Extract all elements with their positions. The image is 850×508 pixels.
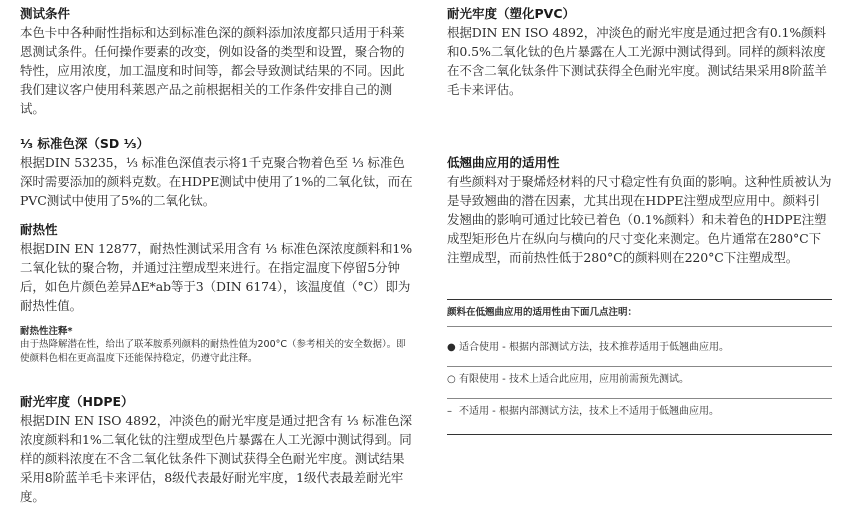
dash-icon: – <box>447 406 452 417</box>
low-warpage-section <box>447 155 832 267</box>
lightfastness-pvc-body: 根据DIN EN ISO 4892，冲淡色的耐光牢度是通过把含有0.1%颜料和0.5%二氧化钛的色片暴露在人工光源中测试得到。同样的颜料浓度在不含二氧化钛条件下测试获得全色耐光牢度。测试结果采用8阶蓝羊毛卡来评估。 <box>447 25 827 97</box>
low-warpage-body: 有些颜料对于聚烯烃材料的尺寸稳定性有负面的影响。这种性质被认为是导致翘曲的潜在因素，尤其出现在HDPE注塑成型应用中。颜料引发翘曲的影响可通过比较已着色（0.1%颜料）和未着色的HDPE注塑成型矩形色片在纵向与横向的尺寸变化来测定。色片通常在280°C下注塑成型，而前热性低于280°C的颜料则在220°C下注塑成型。 <box>447 174 832 265</box>
test-conditions-body: 本色卡中各种耐性指标和达到标准色深的颜料添加浓度都只适用于科莱恩测试条件。任何操作要素的改变，例如设备的类型和设置，聚合物的特性，应用浓度，加工温度和时间等，都会导致测试结果的不同。因此我们建议客户使用科莱恩产品之前根据相关的工作条件安排自己的测试。 <box>20 25 405 116</box>
legend-bottom-rule <box>447 434 832 435</box>
legend-top-rule <box>447 299 832 300</box>
standard-depth-body: 根据DIN 53235，¹⁄₃ 标准色深值表示将1千克聚合物着色至 ¹⁄₃ 标准色深时需要添加的颜料克数。在HDPE测试中使用了1%的二氧化钛，而在PVC测试中使用了5%的二氧化钛。 <box>20 155 413 208</box>
lightfastness-pvc-section <box>447 6 832 99</box>
legend-item-unsuitable <box>447 405 832 419</box>
legend-item-suitable <box>447 341 832 355</box>
lightfastness-hdpe-heading: 耐光牢度（HDPE） <box>20 394 134 409</box>
heat-resistance-note-heading: 耐热性注释* <box>20 326 73 337</box>
legend-item-limited-text: 有限使用 - 技术上适合此应用，应用前需预先测试。 <box>459 374 689 385</box>
heat-resistance-note-body: 由于热降解潜在性，给出了联苯胺系列颜料的耐热性值为200°C（参考相关的安全数据）。即使颜料色相在更高温度下还能保持稳定，仍遵守此注释。 <box>20 339 406 364</box>
lightfastness-hdpe-body: 根据DIN EN ISO 4892，冲淡色的耐光牢度是通过把含有 ¹⁄₃ 标准色深浓度颜料和1%二氧化钛的注塑成型色片暴露在人工光源中测试得到。同样的颜料浓度在不含二氧化钛条件下测试获得全色耐光牢度。测试结果采用8阶蓝羊毛卡来评估，8级代表最好耐光牢度，1级代表最差耐光牢度。 <box>20 413 412 504</box>
test-conditions-heading: 测试条件 <box>20 6 71 21</box>
legend-rule-2 <box>447 366 832 367</box>
heat-resistance-note-section <box>20 325 415 366</box>
lightfastness-hdpe-section <box>20 394 415 506</box>
legend-item-suitable-text: 适合使用 - 根据内部测试方法，技术推荐适用于低翘曲应用。 <box>459 342 729 353</box>
test-conditions-section <box>20 6 415 118</box>
legend-item-limited <box>447 373 832 387</box>
legend-rule-3 <box>447 398 832 399</box>
filled-circle-icon: ● <box>447 342 456 353</box>
legend-title: 颜料在低翘曲应用的适用性由下面几点注明： <box>447 307 638 318</box>
heat-resistance-section <box>20 222 415 315</box>
open-circle-icon: ○ <box>447 374 456 385</box>
heat-resistance-heading: 耐热性 <box>20 222 58 237</box>
low-warpage-heading: 低翘曲应用的适用性 <box>447 155 560 170</box>
legend-item-unsuitable-text: 不适用 - 根据内部测试方法，技术上不适用于低翘曲应用。 <box>459 406 719 417</box>
heat-resistance-body: 根据DIN EN 12877，耐热性测试采用含有 ¹⁄₃ 标准色深浓度颜料和1%二氧化钛的聚合物，并通过注塑成型来进行。在指定温度下停留5分钟后，如色片颜色差异ΔE*ab等于3（DIN 6174），该温度值（°C）即为耐热性值。 <box>20 241 413 313</box>
standard-depth-section <box>20 136 415 210</box>
standard-depth-heading: ¹⁄₃ 标准色深（SD ¹⁄₃） <box>20 136 150 151</box>
lightfastness-pvc-heading: 耐光牢度（塑化PVC） <box>447 6 576 21</box>
legend-rule-1 <box>447 326 832 327</box>
